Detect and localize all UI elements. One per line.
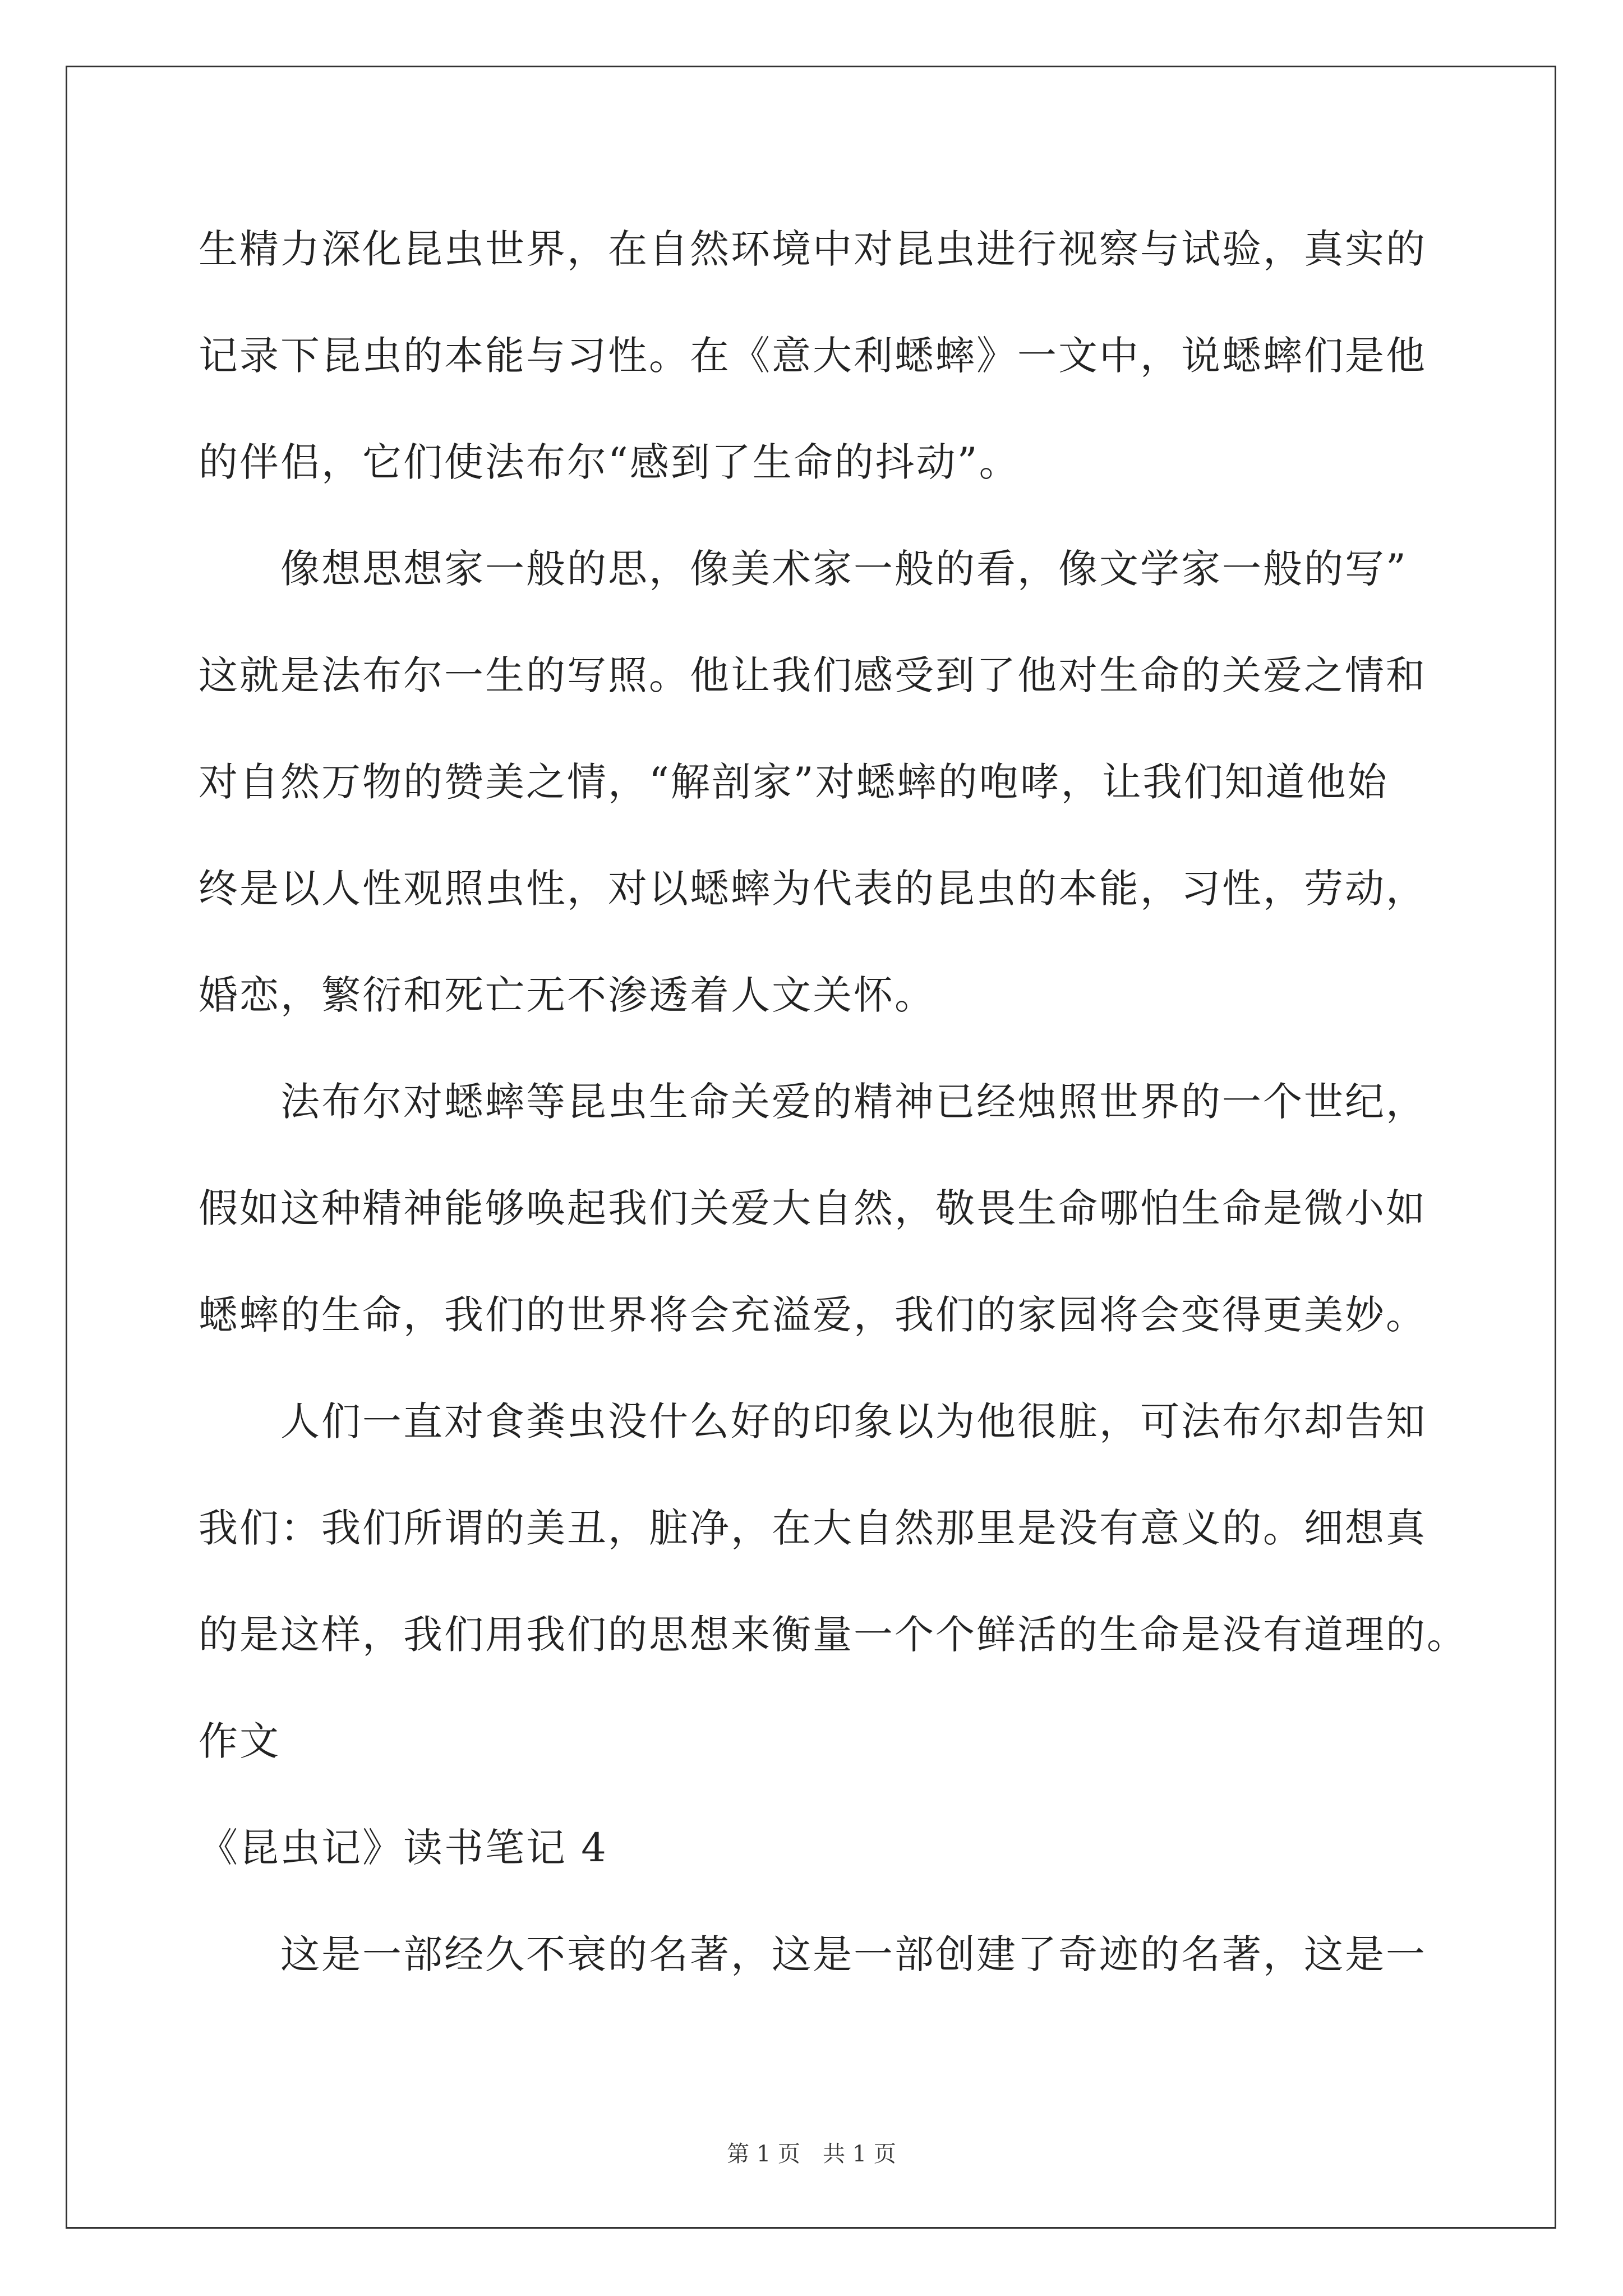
page-footer: 第 1 页 共 1 页 bbox=[727, 2141, 896, 2167]
text-line: 假如这种精神能够唤起我们关爱大自然，敬畏生命哪怕生命是微小如 bbox=[199, 1185, 1427, 1231]
page-border bbox=[66, 66, 1556, 2229]
text-line: 像想思想家一般的思，像美术家一般的看，像文学家一般的写” bbox=[199, 546, 1408, 592]
text-line: 的伴侣，它们使法布尔“感到了生命的抖动”。 bbox=[199, 439, 1020, 485]
text-line: 作文 bbox=[199, 1718, 280, 1764]
text-line: 生精力深化昆虫世界，在自然环境中对昆虫进行视察与试验，真实的 bbox=[199, 226, 1427, 272]
text-line: 蟋蟀的生命，我们的世界将会充溢爱，我们的家园将会变得更美妙。 bbox=[199, 1292, 1427, 1338]
text-line: 对自然万物的赞美之情，“解剖家”对蟋蟀的咆哮，让我们知道他始 bbox=[199, 759, 1389, 805]
section-heading: 《昆虫记》读书笔记 4 bbox=[199, 1825, 608, 1871]
text-line: 终是以人性观照虫性，对以蟋蟀为代表的昆虫的本能，习性，劳动， bbox=[199, 866, 1427, 912]
text-line: 记录下昆虫的本能与习性。在《意大利蟋蟀》一文中，说蟋蟀们是他 bbox=[199, 333, 1427, 379]
text-line: 这是一部经久不衰的名著，这是一部创建了奇迹的名著，这是一 bbox=[199, 1931, 1427, 1977]
text-line: 人们一直对食粪虫没什么好的印象以为他很脏，可法布尔却告知 bbox=[199, 1398, 1427, 1444]
text-line: 我们：我们所谓的美丑，脏净，在大自然那里是没有意义的。细想真 bbox=[199, 1505, 1427, 1551]
text-line: 法布尔对蟋蟀等昆虫生命关爱的精神已经烛照世界的一个世纪， bbox=[199, 1079, 1427, 1125]
text-line: 婚恋，繁衍和死亡无不渗透着人文关怀。 bbox=[199, 972, 935, 1018]
text-line: 这就是法布尔一生的写照。他让我们感受到了他对生命的关爱之情和 bbox=[199, 652, 1427, 698]
text-line: 的是这样，我们用我们的思想来衡量一个个鲜活的生命是没有道理的。 bbox=[199, 1612, 1468, 1658]
